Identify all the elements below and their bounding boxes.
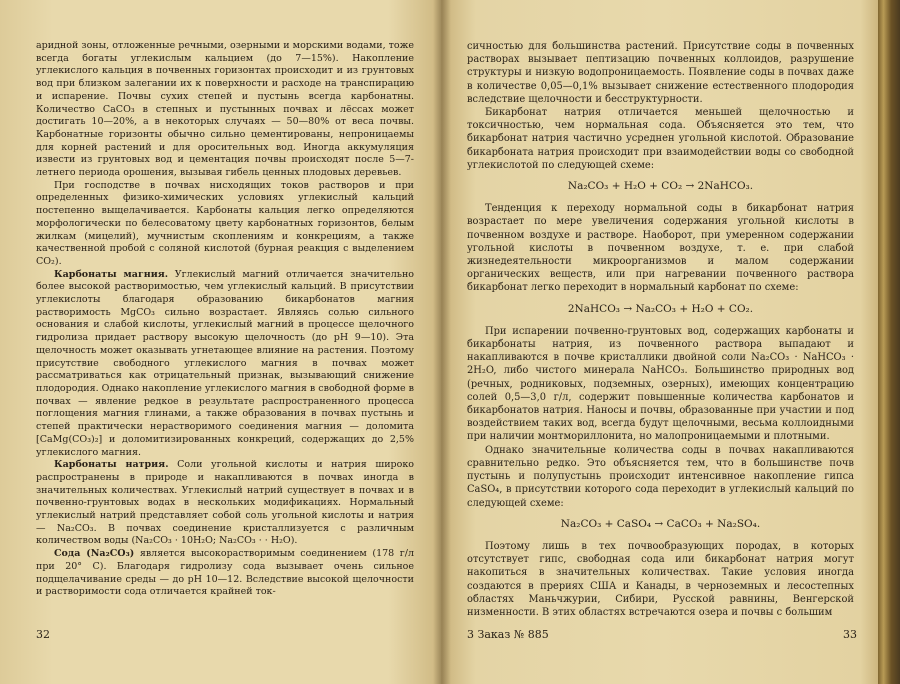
- left-page: [0, 0, 441, 684]
- paragraph: При господстве в почвах нисходящих токов растворов и при определенных физико-химических условиях углекислый кальций постепенно выщелачивается. Карбонаты кальция легко определяются морфологически по белесоватому цвету карбонатных горизонтов, белым жилкам (мицелий), мучнистым скоплениям и конкрециям, а также качественной пробой с соляной кислотой (бурная реакция с выделением CO₂).: [36, 179, 414, 267]
- paragraph: Карбонаты натрия. Соли угольной кислоты и натрия широко распространены в природе и накапливаются в почвах иногда в значительных количествах. Углекислый натрий существует в почвах и в почвенно-грунтовых водах в нескольких модификациях. Нормальный углекислый натрий представляет собой соль угольной кислоты и натрия — Na₂CO₃. В почвах соединение кристаллизуется с различным количеством воды (Na₂CO₃ · 10H₂O; Na₂CO₃ · · H₂O).: [36, 459, 414, 547]
- left-page-text: [36, 40, 414, 599]
- paragraph: Тенденция к переходу нормальной соды в бикарбонат натрия возрастает по мере увеличения содержания угольной кислоты в почвенном воздухе и растворе. Наоборот, при умеренном содержании угольной кислоты в почвенном воздухе, т. е. при слабой жизнедеятельности микроорганизмов и малом содержании органических веществ, или при нагревании почвенного раствора бикарбонат легко переходит в нормальный карбонат по схеме:: [467, 203, 854, 294]
- chemical-formula: Na₂CO₃ + H₂O + CO₂ → 2NaHCO₃.: [567, 180, 754, 193]
- right-page: [441, 0, 878, 684]
- paragraph: Бикарбонат натрия отличается меньшей щелочностью и токсичностью, чем нормальная сода. Объясняется это тем, что бикарбонат натрия частично усреднен угольной кислотой. Образование бикарбоната натрия происходит при взаимодействии воды со свободной углекислотой по следующей схеме:: [467, 107, 854, 171]
- paragraph: сичностью для большинства растений. Присутствие соды в почвенных растворах вызывает пептизацию почвенных коллоидов, разрушение структуры и низкую водопроницаемость. Появление соды в почвах даже в количестве 0,05—0,1% вызывает снижение естественного плодородия вследствие щелочности и бесструктурности.: [467, 41, 854, 105]
- paragraph: Поэтому лишь в тех почвообразующих породах, в которых отсутствует гипс, свободная сода или бикарбонат натрия могут накопиться в значительных количествах. Такие условия иногда создаются в прериях США и Канады, в черноземных и лесостепных областях Маньчжурии, Сибири, Русской равнины, Венгерской низменности. В этих областях встречаются озера и почвы с большим: [467, 540, 854, 618]
- paragraph: Однако значительные количества соды в почвах накапливаются сравнительно редко. Это объясняется тем, что в большинстве почв пустынь и полупустынь происходит интенсивное накопление гипса CaSO₄, в присутствии которого сода переходит в углекислый кальций по следующей схеме:: [467, 444, 854, 509]
- book-gutter: [433, 0, 451, 684]
- paragraph: аридной зоны, отложенные речными, озерными и морскими водами, тоже всегда богаты углекислым кальцием (до 7—15%). Накопление углекислого кальция в почвенных горизонтах происходит и из грунтовых вод при близком залегании их к поверхности и расходе на транспирацию и испарение. Почвы сухих степей и пустынь всегда карбонатны. Количество CaCO₃ в степных и пустынных почвах и лёссах может достигать 10—20%, а в некоторых случаях — 50—80% от веса почвы. Карбонатные горизонты обычно сильно цементированы, непроницаемы для корней растений и для оросительных вод. Иногда аккумуляция извести из грунтовых вод и цементация почвы происходят после 5—7-летнего периода орошения, вызывая гибель ценных плодовых деревьев.: [36, 40, 414, 179]
- right-page-text: [467, 40, 854, 619]
- term-heading: Сода (Na₂CO₃): [54, 548, 135, 560]
- chemical-formula: 2NaHCO₃ → Na₂CO₃ + H₂O + CO₂.: [567, 302, 754, 315]
- term-heading: Карбонаты магния.: [54, 268, 169, 280]
- chemical-formula: Na₂CO₃ + CaSO₄ → CaCO₃ + Na₂SO₄.: [560, 517, 761, 530]
- term-heading: Карбонаты натрия.: [54, 459, 169, 471]
- printer-order-mark: 3 Заказ № 885: [467, 628, 549, 641]
- page-edges: [878, 0, 900, 684]
- page-number: 32: [36, 628, 50, 641]
- paragraph: При испарении почвенно-грунтовых вод, содержащих карбонаты и бикарбонаты натрия, из почвенного раствора выпадают и накапливаются в почве кристаллики двойной соли Na₂CO₃ · NaHCO₃ · 2H₂O, либо чистого минерала NaHCO₃. Большинство природных вод (речных, родниковых, подземных, озерных), имеющих концентрацию солей 0,5—3,0 г/л, содержит повышенные количества карбонатов и бикарбонатов натрия. Наносы и почвы, образованные при участии и под воздействием таких вод, всегда будут щелочными, весьма коллоидными при наличии монтмориллонита, но малопроницаемыми и плотными.: [467, 325, 854, 443]
- paragraph: Карбонаты магния. Углекислый магний отличается значительно более высокой растворимостью, чем углекислый кальций. В присутствии углекислоты благодаря образованию бикарбонатов магния растворимость MgCO₃ сильно возрастает. Являясь солью сильного основания и слабой кислоты, углекислый магний в процессе щелочного гидролиза придает раствору высокую щелочность (до pH 9—10). Эта щелочность может оказывать угнетающее влияние на растения. Поэтому присутствие свободного углекислого магния в почвах может рассматриваться как отрицательный признак, вызывающий снижение плодородия. Однако накопление углекислого магния в свободной форме в почвах — явление редкое в результате распространенного процесса поглощения магния глинами, а также образования в почвах пустынь и степей практически нерастворимого соединения магния — доломита [CaMg(CO₃)₂] и доломитизированных конкреций, содержащих до 2,5% углекислого магния.: [36, 268, 414, 458]
- paragraph: Сода (Na₂CO₃) является высокорастворимым соединением (178 г/л при 20° С). Благодаря гидролизу сода вызывает очень сильное подщелачивание среды — до pH 10—12. Вследствие высокой щелочности и растворимости сода отличается крайней ток-: [36, 548, 414, 598]
- page-number: 33: [843, 628, 857, 641]
